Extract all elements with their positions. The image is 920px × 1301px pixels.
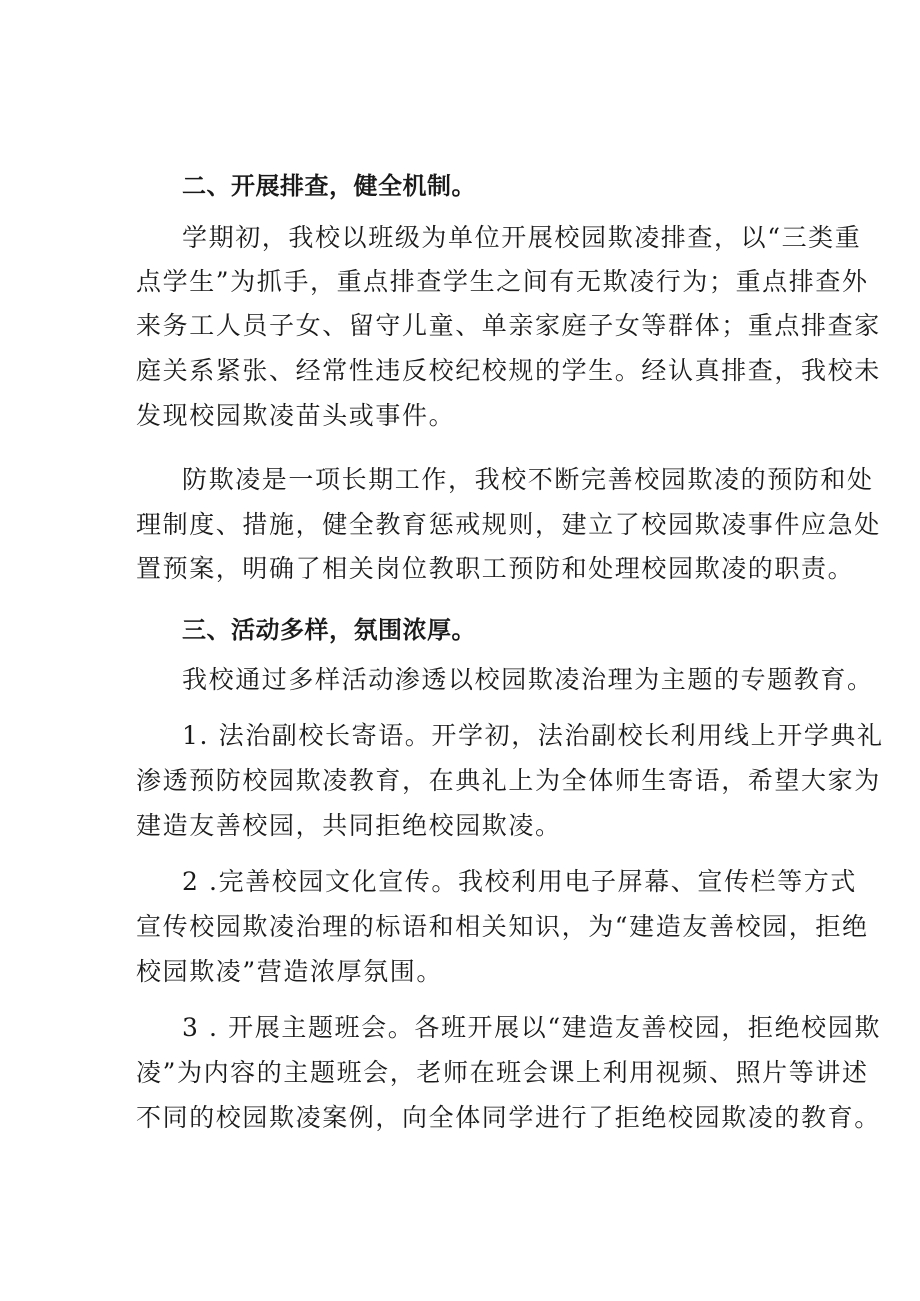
section-heading-3: 三、活动多样，氛围浓厚。 [182, 616, 476, 644]
paragraph-line: 我校通过多样活动渗透以校园欺凌治理为主题的专题教育。 [182, 665, 874, 694]
paragraph-line: 校园欺凌”营造浓厚氛围。 [136, 957, 443, 986]
paragraph-line: 3 . 开展主题班会。各班开展以“建造友善校园，拒绝校园欺 [182, 1013, 881, 1042]
paragraph-line: 凌”为内容的主题班会，老师在班会课上利用视频、照片等讲述 [136, 1058, 869, 1087]
paragraph-line: 学期初，我校以班级为单位开展校园欺凌排查，以“三类重 [182, 223, 862, 252]
paragraph-line: 宣传校园欺凌治理的标语和相关知识，为“建造友善校园，拒绝 [136, 912, 869, 941]
paragraph-line: 点学生”为抓手，重点排查学生之间有无欺凌行为；重点排查外 [136, 267, 869, 296]
paragraph-line: 建造友善校园，共同拒绝校园欺凌。 [136, 811, 562, 840]
paragraph-line: 不同的校园欺凌案例，向全体同学进行了拒绝校园欺凌的教育。 [136, 1103, 881, 1132]
paragraph-line: 防欺凌是一项长期工作，我校不断完善校园欺凌的预防和处 [182, 465, 874, 494]
paragraph-line: 2 .完善校园文化宣传。我校利用电子屏幕、宣传栏等方式 [182, 867, 858, 896]
paragraph-line: 发现校园欺凌苗头或事件。 [136, 401, 456, 430]
paragraph-line: 来务工人员子女、留守儿童、单亲家庭子女等群体；重点排查家 [136, 311, 881, 340]
paragraph-line: 置预案，明确了相关岗位教职工预防和处理校园欺凌的职责。 [136, 554, 855, 583]
paragraph-line: 1. 法治副校长寄语。开学初，法治副校长利用线上开学典礼 [182, 721, 884, 750]
paragraph-line: 庭关系紧张、经常性违反校纪校规的学生。经认真排查，我校未 [136, 356, 881, 385]
paragraph-line: 理制度、措施，健全教育惩戒规则，建立了校园欺凌事件应急处 [136, 510, 881, 539]
section-heading-2: 二、开展排查，健全机制。 [182, 172, 476, 200]
paragraph-line: 渗透预防校园欺凌教育，在典礼上为全体师生寄语，希望大家为 [136, 766, 881, 795]
